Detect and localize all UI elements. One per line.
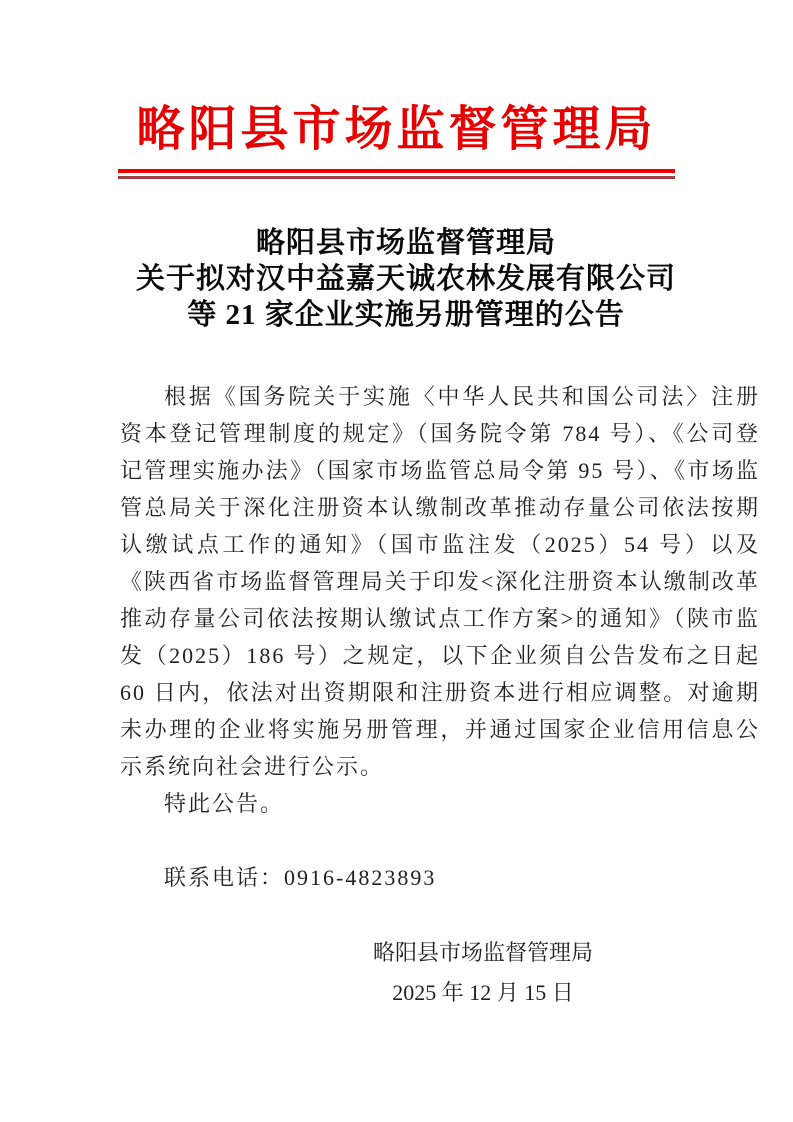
contact-phone-line: 联系电话：0916-4823893 <box>164 865 437 890</box>
document-title-line-2: 关于拟对汉中益嘉天诚农林发展有限公司 <box>135 263 676 295</box>
divider-rule-thin <box>118 176 675 179</box>
letterhead <box>118 104 675 156</box>
letterhead-agency-title: 略阳县市场监督管理局 <box>136 103 657 156</box>
document-body <box>120 378 760 896</box>
closing-line: 特此公告。 <box>164 791 285 816</box>
signature-agency: 略阳县市场监督管理局 <box>372 940 593 965</box>
document-title-line-3: 等 21 家企业实施另册管理的公告 <box>187 299 625 331</box>
body-paragraph: 根据《国务院关于实施〈中华人民共和国公司法〉注册资本登记管理制度的规定》（国务院令第 784 号）、《公司登记管理实施办法》（国家市场监管总局令第 95 号）、《市场监管总局关于深化注册资本认缴制改革推动存量公司依法按期认缴试点工作的通知》（国市监注发（2025）54 号）以及《陕西省市场监督管理局关于印发<深化注册资本认缴制改革推动存量公司依法按期认缴试点工作方案>的通知》（陕市监发（2025）186 号）之规定，以下企业须自公告发布之日起 60 日内，依法对出资期限和注册资本进行相应调整。对逾期未办理的企业将实施另册管理，并通过国家企业信用信息公示系统向社会进行公示。 <box>120 384 760 779</box>
signature-date: 2025 年 12 月 15 日 <box>392 980 574 1005</box>
signature-block <box>288 933 678 1013</box>
document-title <box>120 225 692 333</box>
letterhead-divider <box>118 169 675 179</box>
document-title-line-1: 略阳县市场监督管理局 <box>255 227 556 259</box>
divider-rule-thick <box>118 169 675 173</box>
